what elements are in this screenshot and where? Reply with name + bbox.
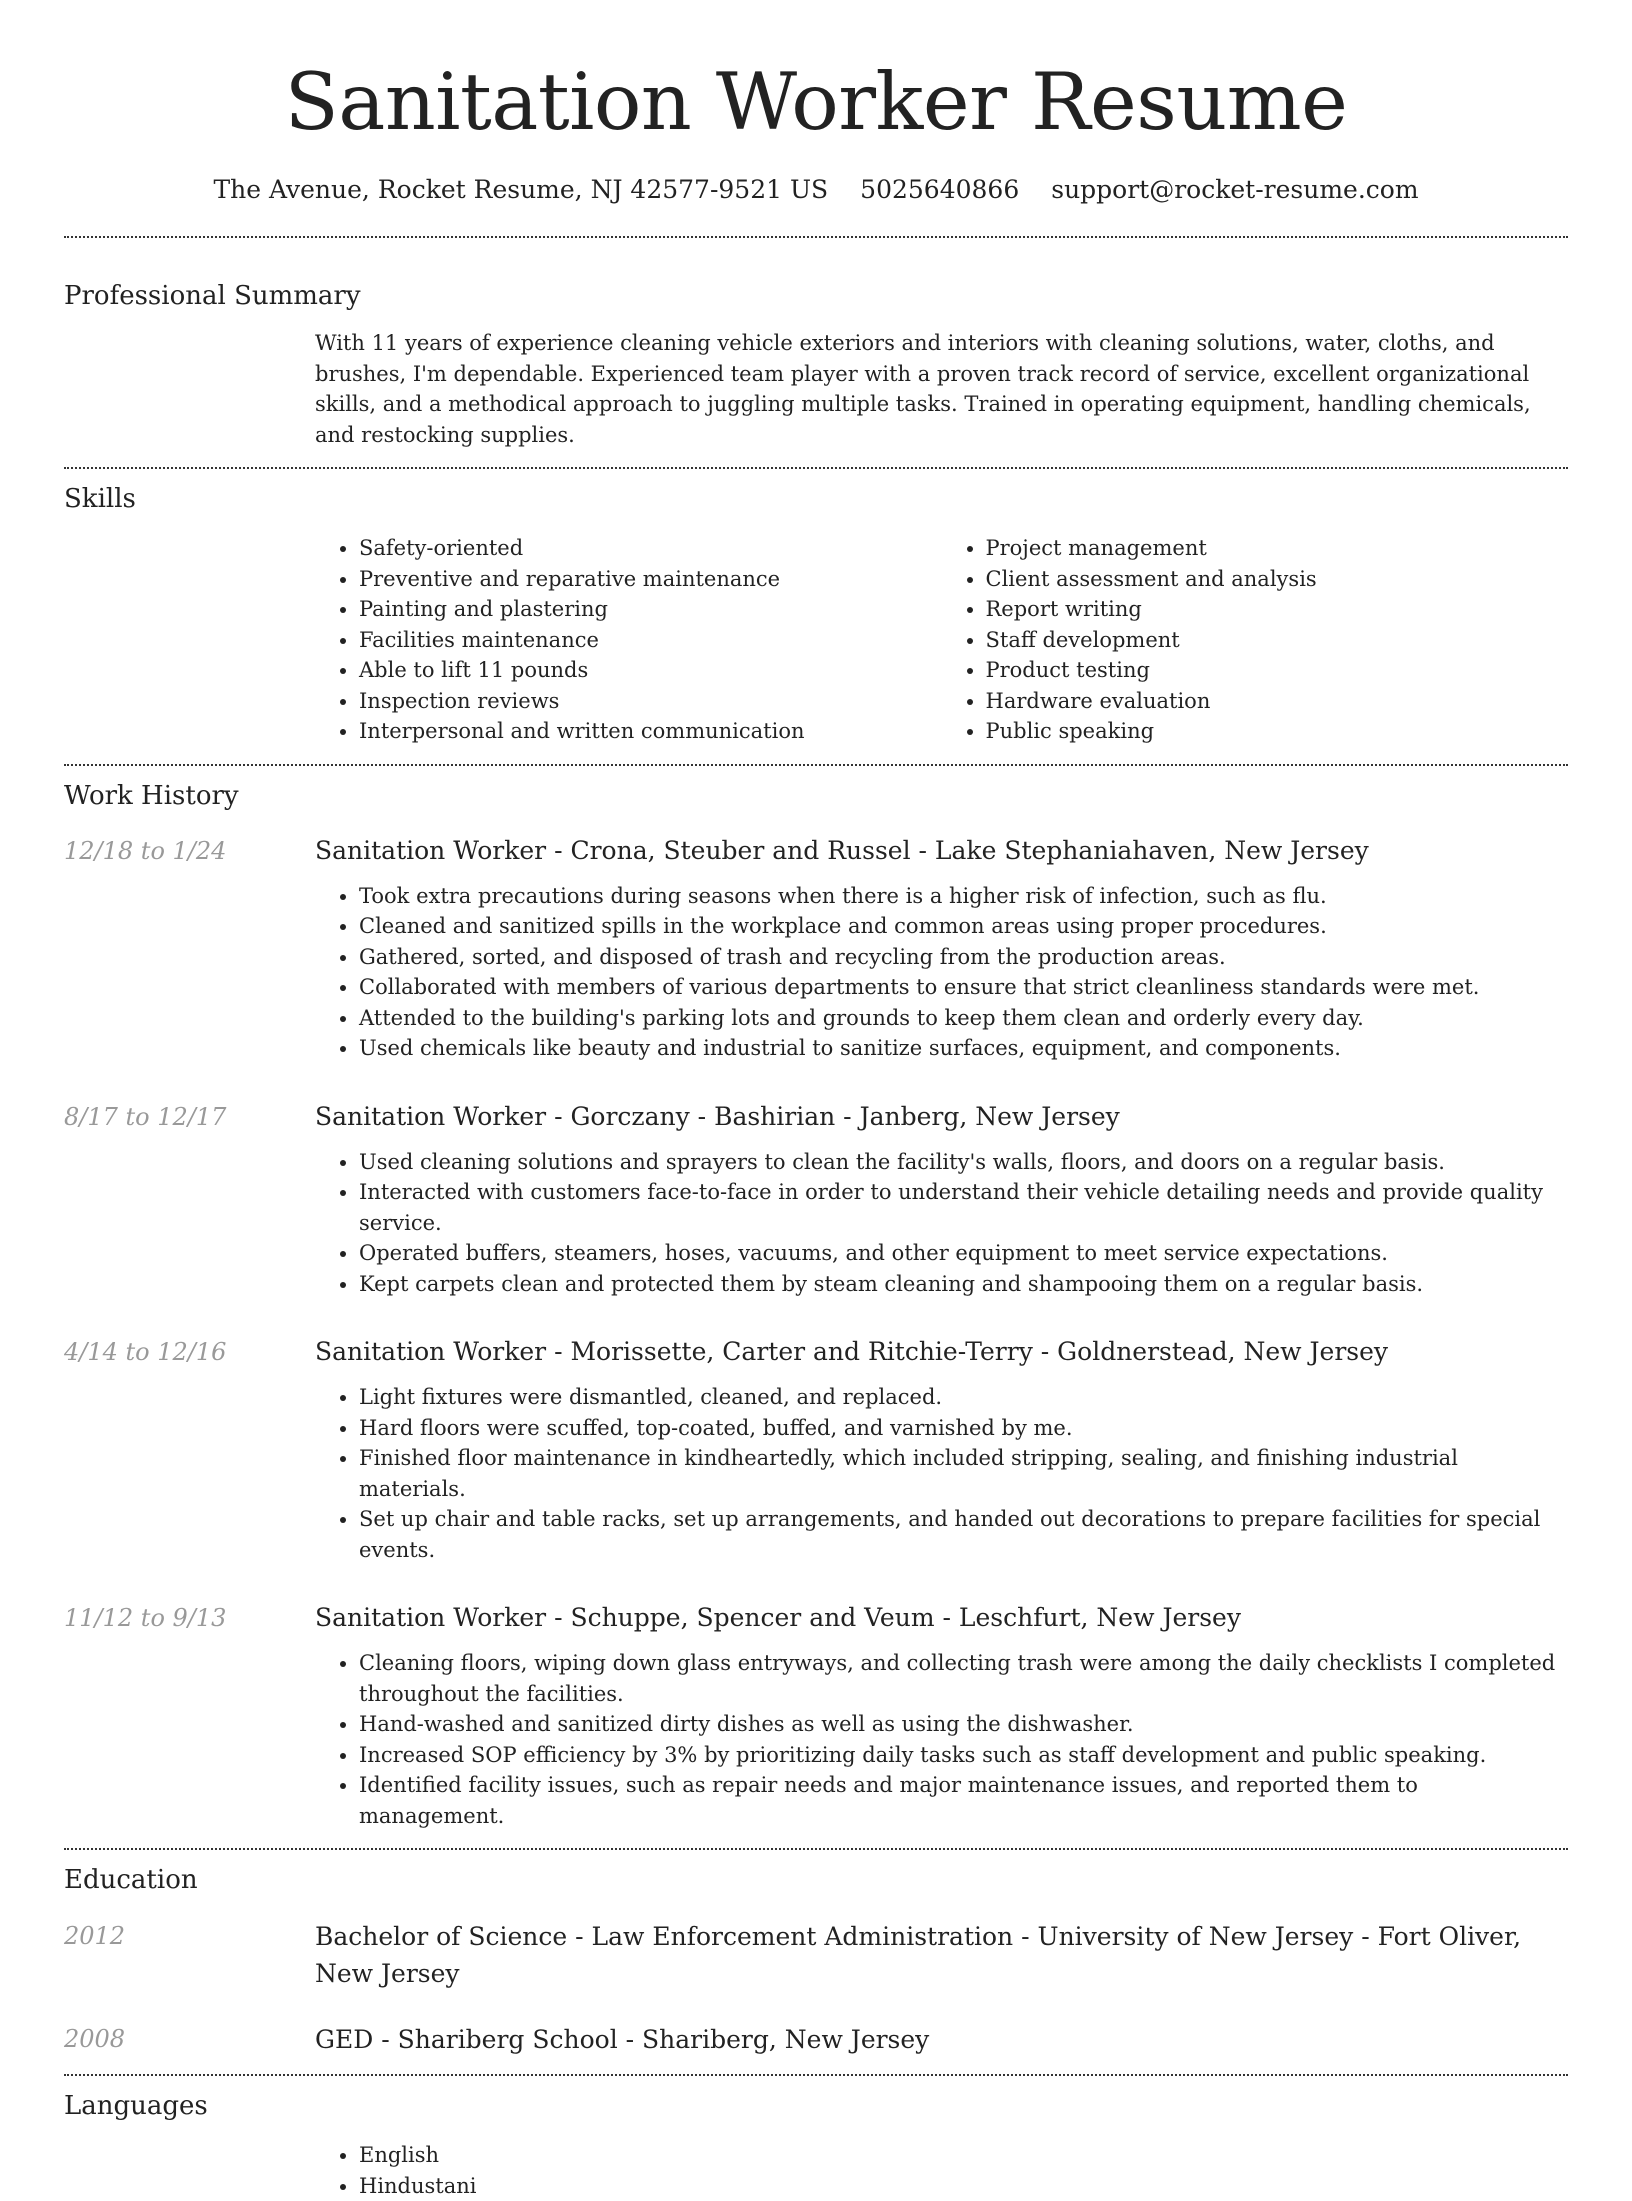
skill-item: • Staff development: [986, 625, 1569, 656]
job-bullet: • Interacted with customers face-to-face in order to understand their vehicle detailing needs and provide quality service.: [359, 1177, 1568, 1238]
job-bullet: • Kept carpets clean and protected them by steam cleaning and shampooing them on a regular basis.: [359, 1269, 1568, 1300]
job-dates: 11/12 to 9/13: [64, 1601, 315, 1635]
summary-text: With 11 years of experience cleaning vehicle exteriors and interiors with cleaning solutions, water, cloths, and brushes, I'm dependable. Experienced team player with a proven track record of service, excellent organizational skills, and a methodical approach to juggling multiple tasks. Trained in operating equipment, handling chemicals, and restocking supplies.: [315, 328, 1568, 450]
education-title: GED - Shariberg School - Shariberg, New Jersey: [315, 2021, 1568, 2058]
job-entry: [64, 834, 1568, 1064]
skill-item: • Able to lift 11 pounds: [359, 655, 942, 686]
job-dates: 4/14 to 12/16: [64, 1335, 315, 1369]
section-divider: [64, 236, 1568, 238]
work-history-heading: Work History: [64, 778, 1568, 814]
skills-column-left: [315, 533, 942, 747]
education-section: [64, 1862, 1568, 2058]
language-item: • English: [359, 2140, 1568, 2171]
skill-item: • Interpersonal and written communication: [359, 716, 942, 747]
job-bullet: • Used chemicals like beauty and industrial to sanitize surfaces, equipment, and components.: [359, 1033, 1568, 1064]
job-bullet: • Increased SOP efficiency by 3% by prioritizing daily tasks such as staff development and public speaking.: [359, 1740, 1568, 1771]
job-bullets: [315, 1147, 1568, 1300]
skills-column-right: [942, 533, 1569, 747]
job-bullet: • Set up chair and table racks, set up arrangements, and handed out decorations to prepare facilities for special events.: [359, 1504, 1568, 1565]
job-title: Sanitation Worker - Morissette, Carter and Ritchie-Terry - Goldnerstead, New Jersey: [315, 1335, 1568, 1369]
skill-item: • Inspection reviews: [359, 686, 942, 717]
languages-list: [315, 2140, 1568, 2201]
education-entry: [64, 2021, 1568, 2058]
job-bullet: • Cleaned and sanitized spills in the workplace and common areas using proper procedures.: [359, 911, 1568, 942]
job-entry: [64, 1335, 1568, 1565]
job-bullet: • Gathered, sorted, and disposed of trash and recycling from the production areas.: [359, 942, 1568, 973]
education-year: 2012: [64, 1918, 315, 1992]
contact-phone: 5025640866: [860, 172, 1019, 208]
resume-title: Sanitation Worker Resume: [64, 0, 1568, 152]
education-heading: Education: [64, 1862, 1568, 1898]
job-bullets: [315, 881, 1568, 1064]
job-bullets: [315, 1382, 1568, 1565]
summary-section: [64, 278, 1568, 450]
languages-heading: Languages: [64, 2088, 1568, 2124]
skill-item: • Hardware evaluation: [986, 686, 1569, 717]
skill-item: • Product testing: [986, 655, 1569, 686]
skill-item: • Preventive and reparative maintenance: [359, 564, 942, 595]
job-bullet: • Finished floor maintenance in kindheartedly, which included stripping, sealing, and finishing industrial materials.: [359, 1443, 1568, 1504]
job-bullet: • Used cleaning solutions and sprayers to clean the facility's walls, floors, and doors on a regular basis.: [359, 1147, 1568, 1178]
job-bullet: • Attended to the building's parking lots and grounds to keep them clean and orderly every day.: [359, 1003, 1568, 1034]
skills-heading: Skills: [64, 481, 1568, 517]
education-entry: [64, 1918, 1568, 1992]
languages-section: [64, 2088, 1568, 2201]
work-history-section: [64, 778, 1568, 1832]
skill-item: • Report writing: [986, 594, 1569, 625]
skill-item: • Project management: [986, 533, 1569, 564]
job-dates: 12/18 to 1/24: [64, 834, 315, 868]
job-bullet: • Cleaning floors, wiping down glass entryways, and collecting trash were among the daily checklists I completed throughout the facilities.: [359, 1648, 1568, 1709]
job-bullet: • Identified facility issues, such as repair needs and major maintenance issues, and reported them to management.: [359, 1770, 1568, 1831]
skill-item: • Client assessment and analysis: [986, 564, 1569, 595]
skills-list: [315, 533, 1568, 747]
job-entry: [64, 1100, 1568, 1300]
skills-section: [64, 481, 1568, 747]
job-title: Sanitation Worker - Schuppe, Spencer and Veum - Leschfurt, New Jersey: [315, 1601, 1568, 1635]
job-bullet: • Took extra precautions during seasons when there is a higher risk of infection, such as flu.: [359, 881, 1568, 912]
contact-line: [64, 172, 1568, 208]
job-title: Sanitation Worker - Gorczany - Bashirian - Janberg, New Jersey: [315, 1100, 1568, 1134]
job-bullets: [315, 1648, 1568, 1831]
section-divider: [64, 467, 1568, 469]
skill-item: • Painting and plastering: [359, 594, 942, 625]
skill-item: • Public speaking: [986, 716, 1569, 747]
job-entry: [64, 1601, 1568, 1831]
job-bullet: • Collaborated with members of various departments to ensure that strict cleanliness standards were met.: [359, 972, 1568, 1003]
education-year: 2008: [64, 2021, 315, 2058]
contact-email: support@rocket-resume.com: [1051, 172, 1418, 208]
section-divider: [64, 2074, 1568, 2076]
education-title: Bachelor of Science - Law Enforcement Administration - University of New Jersey - Fort Oliver, New Jersey: [315, 1918, 1568, 1992]
skill-item: • Facilities maintenance: [359, 625, 942, 656]
skill-item: • Safety-oriented: [359, 533, 942, 564]
section-divider: [64, 764, 1568, 766]
job-title: Sanitation Worker - Crona, Steuber and Russel - Lake Stephaniahaven, New Jersey: [315, 834, 1568, 868]
contact-address: The Avenue, Rocket Resume, NJ 42577-9521 US: [213, 172, 828, 208]
section-divider: [64, 1848, 1568, 1850]
job-bullet: • Light fixtures were dismantled, cleaned, and replaced.: [359, 1382, 1568, 1413]
job-bullet: • Hand-washed and sanitized dirty dishes as well as using the dishwasher.: [359, 1709, 1568, 1740]
job-bullet: • Operated buffers, steamers, hoses, vacuums, and other equipment to meet service expectations.: [359, 1238, 1568, 1269]
summary-heading: Professional Summary: [64, 278, 1568, 314]
job-dates: 8/17 to 12/17: [64, 1100, 315, 1134]
job-bullet: • Hard floors were scuffed, top-coated, buffed, and varnished by me.: [359, 1413, 1568, 1444]
language-item: • Hindustani: [359, 2171, 1568, 2201]
